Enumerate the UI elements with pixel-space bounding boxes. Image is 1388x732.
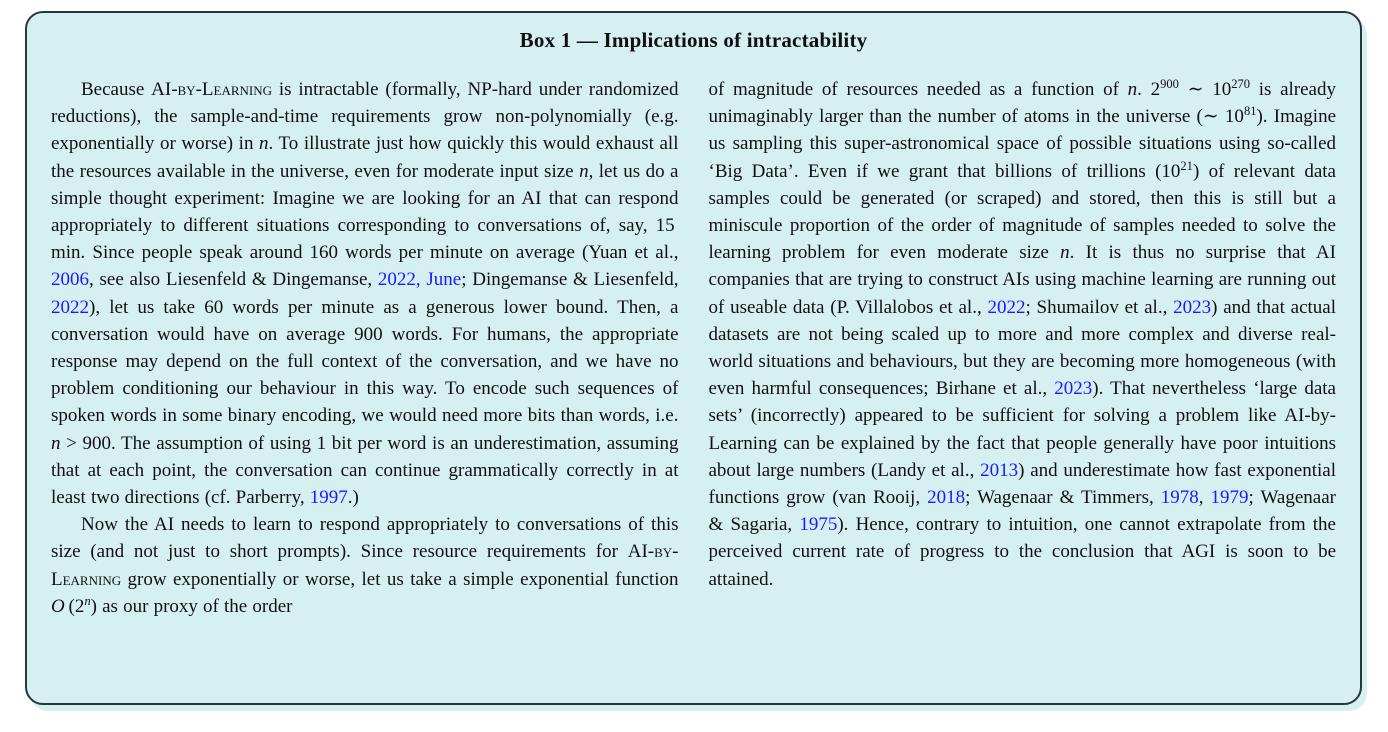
text-segment: is intractable (formally, NP-hard under randomized reductions), the sample-and-time requirements grow non-polynomially (e.g. exponentially or worse) in [51,79,679,155]
citation-link[interactable]: 1975 [799,514,838,536]
text-segment: . To illustrate just how quickly this would exhaust all the resources available in the universe, even for moderate input size [51,133,679,182]
text-segment: n [579,160,589,182]
paragraph [51,511,679,620]
text-segment: ) of relevant data samples could be generated (or scraped) and stored, then this is still but a miniscule proportion of the order of magnitude of samples needed to solve the learning problem for even moderate size [708,160,1336,264]
citation-link[interactable]: 2023 [1054,378,1093,400]
text-segment: .) [347,487,359,509]
text-segment: (2 [64,595,85,617]
columns [51,76,1336,620]
column-left [51,76,679,620]
paragraph [51,76,679,511]
citation-link[interactable]: 2013 [980,459,1019,481]
text-segment: ) and that actual datasets are not being scaled up to more and more complex and diverse real-world situations and behaviours, but they are becoming more homogeneous (with even harmful consequences; Birhane et al., [708,296,1337,400]
paragraph [709,76,1337,593]
text-segment: , let us do a simple thought experiment: Imagine we are looking for an AI that can respond appropriately to different situations corresponding to conversations of, say, 15 min. Since people speak around 160 words per minute on average (Yuan et al., [51,160,679,264]
text-segment: > 900. The assumption of using 1 bit per word is an underestimation, assuming that at each point, the conversation can continue grammatically correctly in at least two directions (cf. Parberry, [51,432,679,509]
text-segment: ; Shumailov et al., [1025,296,1174,318]
box1-panel [25,11,1362,705]
text-segment: 81 [1243,104,1257,119]
text-segment: ; Wagenaar & Sagaria, [708,487,1336,536]
text-segment: n [259,133,269,155]
column-right [709,76,1337,620]
text-segment: ) as our proxy of the order [90,595,293,617]
text-segment: n [1127,79,1138,100]
citation-link[interactable]: 2022 [51,296,89,318]
text-segment: ). That nevertheless ‘large data sets’ (incorrectly) appeared to be sufficient for solving a problem like AI-by-Learning can be explained by the fact that people generally have poor intuitions about large numbers (Landy et al., [708,378,1336,481]
text-segment: ∼ 10 [1178,79,1232,100]
text-segment: AI-by-Learning [51,541,679,590]
text-segment: grow exponentially or worse, let us take a simple exponential function [121,568,679,590]
text-segment: , [1198,487,1211,509]
text-segment: Because [81,79,152,100]
text-segment: 900 [1160,77,1179,92]
text-segment: . 2 [1137,79,1161,100]
text-segment: 21 [1180,158,1193,173]
text-segment: is already unimaginably larger than the number of atoms in the universe (∼ 10 [708,79,1336,128]
text-segment: AI-by-Learning [151,79,273,100]
text-segment: of magnitude of resources needed as a function of [708,79,1128,100]
text-segment: ; Wagenaar & Timmers, [965,487,1161,509]
text-segment: n [51,432,61,454]
text-segment: ). Hence, contrary to intuition, one cannot extrapolate from the perceived current rate of progress to the conclusion that AGI is soon to be attained. [708,514,1336,590]
text-segment: ). Imagine us sampling this super-astronomical space of possible situations using so-called ‘Big Data’. Even if we grant that billions of trillions (10 [708,106,1336,182]
text-segment: 270 [1231,77,1250,92]
text-segment: ), let us take 60 words per minute as a generous lower bound. Then, a conversation would have on average 900 words. For humans, the appropriate response may depend on the full context of the conversation, and we have no problem conditioning our behaviour in this way. To encode such sequences of spoken words in some binary encoding, we would need more bits than words, i.e. [51,296,679,427]
citation-link[interactable]: 2022, June [377,269,462,291]
citation-link[interactable]: 2006 [51,269,89,291]
box-title: Box 1 — Implications of intractability [519,28,868,52]
text-segment: . It is thus no surprise that AI companies that are trying to construct AIs using machine learning are running out of useable data (P. Villalobos et al., [708,242,1336,318]
citation-link[interactable]: 2018 [927,487,966,509]
text-segment: Now the AI needs to learn to respond appropriately to conversations of this size (and not just to short prompts). Since resource requirements for [51,514,679,563]
citation-link[interactable]: 1997 [309,487,348,509]
text-segment: n [84,593,91,608]
text-segment: n [1060,242,1070,264]
citation-link[interactable]: 2022 [987,296,1026,318]
text-segment: O [51,595,65,617]
text-segment: , see also Liesenfeld & Dingemanse, [89,269,378,291]
text-segment: ; Dingemanse & Liesenfeld, [461,269,679,291]
citation-link[interactable]: 1978 [1160,487,1199,509]
text-segment: ) and underestimate how fast exponential functions grow (van Rooij, [708,459,1337,509]
citation-link[interactable]: 2023 [1173,296,1212,318]
citation-link[interactable]: 1979 [1210,487,1249,509]
